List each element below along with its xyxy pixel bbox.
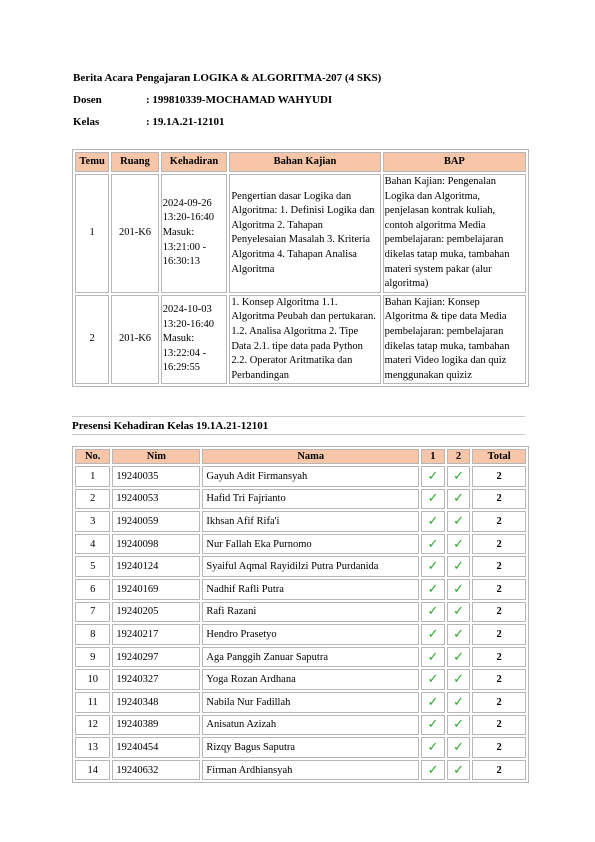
check-icon: ✓: [427, 536, 439, 552]
meeting-2-cell: [447, 692, 471, 713]
kelas-line: [73, 114, 533, 136]
attendance-row: [75, 534, 526, 555]
check-icon: ✓: [427, 739, 439, 755]
total-cell: 2: [472, 647, 526, 668]
meeting-1-cell: [421, 579, 445, 600]
attendance-row: [75, 466, 526, 487]
temu-cell: 1: [75, 174, 109, 293]
attendance-header-row: [75, 449, 526, 464]
total-cell: 2: [472, 602, 526, 623]
total-cell: 2: [472, 579, 526, 600]
kehadiran-line: 16:29:55: [162, 362, 201, 374]
meeting-1-cell: [421, 624, 445, 645]
nim-cell: 19240454: [112, 737, 200, 758]
meeting-2-cell: [447, 556, 471, 577]
meeting-2-cell: [447, 511, 471, 532]
meeting-1-cell: [421, 534, 445, 555]
kehadiran-line: 2024-09-26: [162, 197, 212, 209]
nim-cell: 19240348: [112, 692, 200, 713]
check-icon: ✓: [453, 604, 464, 620]
meeting-2-cell: [447, 579, 471, 600]
check-icon: ✓: [427, 672, 439, 688]
col-header-bap: BAP: [383, 152, 526, 172]
total-cell: 2: [472, 489, 526, 510]
nim-cell: 19240053: [112, 489, 200, 510]
no-cell: 10: [75, 669, 110, 690]
total-cell: 2: [472, 556, 526, 577]
no-cell: 1: [75, 466, 110, 487]
document-title: Berita Acara Pengajaran LOGIKA & ALGORITMA-207 (4 SKS): [73, 72, 382, 84]
bap-row: [75, 174, 526, 293]
nama-cell: Syaiful Aqmal Rayidilzi Putra Purdanida: [202, 556, 419, 577]
nim-cell: 19240327: [112, 669, 200, 690]
attendance-row: [75, 737, 526, 758]
check-icon: ✓: [453, 626, 464, 642]
total-cell: 2: [472, 715, 526, 736]
meeting-1-cell: [421, 602, 445, 623]
no-cell: 2: [75, 489, 110, 510]
check-icon: ✓: [427, 649, 439, 665]
col-header-no: No.: [75, 449, 110, 464]
attendance-row: [75, 692, 526, 713]
col-header-kehadiran: Kehadiran: [161, 152, 228, 172]
kehadiran-cell: [161, 174, 228, 293]
check-icon: ✓: [453, 536, 464, 552]
check-icon: ✓: [453, 559, 464, 575]
attendance-row: [75, 556, 526, 577]
bahan-kajian-cell: Pengertian dasar Logika dan Algoritma: 1. Definisi Logika dan Algoritma 2. Tahapan Penyelesaian Masalah 3. Kriteria Algoritma 4. Tahapan Analisa Algoritma: [229, 174, 380, 293]
bap-cell: Bahan Kajian: Konsep Algoritma & tipe data Media pembelajaran: pembelajaran dikelas tatap muka, tambahan materi Video logika dan quiz menggunakan quiziz: [383, 295, 526, 385]
no-cell: 6: [75, 579, 110, 600]
attendance-row: [75, 760, 526, 781]
no-cell: 4: [75, 534, 110, 555]
col-header-temu: Temu: [75, 152, 109, 172]
col-header-total: Total: [472, 449, 526, 464]
no-cell: 5: [75, 556, 110, 577]
check-icon: ✓: [453, 762, 464, 778]
attendance-row: [75, 715, 526, 736]
check-icon: ✓: [427, 694, 439, 710]
meeting-1-cell: [421, 466, 445, 487]
meeting-2-cell: [447, 466, 471, 487]
col-header-bahan-kajian: Bahan Kajian: [229, 152, 380, 172]
meeting-1-cell: [421, 715, 445, 736]
attendance-row: [75, 579, 526, 600]
attendance-row: [75, 647, 526, 668]
check-icon: ✓: [453, 491, 464, 507]
nama-cell: Rizqy Bagus Saputra: [202, 737, 419, 758]
nama-cell: Aga Panggih Zanuar Saputra: [202, 647, 419, 668]
check-icon: ✓: [427, 491, 439, 507]
attendance-row: [75, 511, 526, 532]
kehadiran-line: 16:30:13: [162, 256, 201, 268]
nim-cell: 19240632: [112, 760, 200, 781]
attendance-table: [73, 447, 528, 782]
document-header: [73, 70, 533, 136]
attendance-section-title: Presensi Kehadiran Kelas 19.1A.21-12101: [72, 416, 525, 435]
nim-cell: 19240217: [112, 624, 200, 645]
no-cell: 14: [75, 760, 110, 781]
check-icon: ✓: [453, 468, 464, 484]
kehadiran-line: Masuk:: [162, 227, 195, 239]
nim-cell: 19240059: [112, 511, 200, 532]
nim-cell: 19240297: [112, 647, 200, 668]
meeting-2-cell: [447, 602, 471, 623]
col-header-nama: Nama: [202, 449, 419, 464]
attendance-table-container: [72, 446, 529, 783]
meeting-1-cell: [421, 760, 445, 781]
meeting-2-cell: [447, 737, 471, 758]
nama-cell: Nadhif Rafli Putra: [202, 579, 419, 600]
kehadiran-line: Masuk:: [162, 333, 195, 345]
total-cell: 2: [472, 760, 526, 781]
kehadiran-cell: [161, 295, 228, 385]
dosen-label: Dosen: [73, 94, 102, 106]
nama-cell: Ikhsan Afif Rifa'i: [202, 511, 419, 532]
total-cell: 2: [472, 737, 526, 758]
bap-cell: Bahan Kajian: Pengenalan Logika dan Algoritma, penjelasan kontrak kuliah, contoh algoritma Media pembelajaran: pembelajaran dikelas tatap muka, tambahan materi system pakar (alur algoritma): [383, 174, 526, 293]
bap-row: [75, 295, 526, 385]
nama-cell: Firman Ardhiansyah: [202, 760, 419, 781]
check-icon: ✓: [427, 513, 439, 529]
check-icon: ✓: [453, 513, 464, 529]
nama-cell: Nur Fallah Eka Purnomo: [202, 534, 419, 555]
kehadiran-line: 13:20-16:40: [162, 212, 215, 224]
total-cell: 2: [472, 669, 526, 690]
meeting-2-cell: [447, 534, 471, 555]
nama-cell: Yoga Rozan Ardhana: [202, 669, 419, 690]
bahan-kajian-cell: 1. Konsep Algoritma 1.1. Algoritma Peubah dan pertukaran. 1.2. Analisa Algoritma 2. Tipe Data 2.1. tipe data pada Python 2.2. Operator Aritmatika dan Perbandingan: [229, 295, 380, 385]
kelas-label: Kelas: [73, 116, 100, 128]
meeting-2-cell: [447, 647, 471, 668]
kehadiran-line: 13:20-16:40: [162, 318, 215, 330]
nama-cell: Hafid Tri Fajrianto: [202, 489, 419, 510]
check-icon: ✓: [427, 717, 439, 733]
bap-header-row: [75, 152, 526, 172]
kelas-value: : 19.1A.21-12101: [146, 116, 225, 128]
total-cell: 2: [472, 692, 526, 713]
meeting-1-cell: [421, 556, 445, 577]
col-header-ruang: Ruang: [111, 152, 158, 172]
meeting-1-cell: [421, 737, 445, 758]
check-icon: ✓: [453, 672, 464, 688]
check-icon: ✓: [427, 626, 439, 642]
meeting-2-cell: [447, 489, 471, 510]
attendance-row: [75, 669, 526, 690]
meeting-2-cell: [447, 715, 471, 736]
check-icon: ✓: [453, 581, 464, 597]
check-icon: ✓: [427, 559, 439, 575]
no-cell: 13: [75, 737, 110, 758]
nim-cell: 19240389: [112, 715, 200, 736]
meeting-1-cell: [421, 647, 445, 668]
meeting-1-cell: [421, 511, 445, 532]
check-icon: ✓: [453, 739, 464, 755]
check-icon: ✓: [427, 581, 439, 597]
check-icon: ✓: [427, 762, 439, 778]
attendance-row: [75, 602, 526, 623]
meeting-1-cell: [421, 692, 445, 713]
check-icon: ✓: [453, 694, 464, 710]
total-cell: 2: [472, 511, 526, 532]
kehadiran-line: 13:21:00 -: [162, 241, 207, 253]
nim-cell: 19240098: [112, 534, 200, 555]
meeting-1-cell: [421, 669, 445, 690]
attendance-row: [75, 624, 526, 645]
nama-cell: Nabila Nur Fadillah: [202, 692, 419, 713]
nama-cell: Anisatun Azizah: [202, 715, 419, 736]
nama-cell: Rafi Razani: [202, 602, 419, 623]
nim-cell: 19240169: [112, 579, 200, 600]
no-cell: 9: [75, 647, 110, 668]
total-cell: 2: [472, 624, 526, 645]
check-icon: ✓: [427, 468, 439, 484]
nim-cell: 19240205: [112, 602, 200, 623]
no-cell: 11: [75, 692, 110, 713]
no-cell: 7: [75, 602, 110, 623]
no-cell: 8: [75, 624, 110, 645]
meeting-2-cell: [447, 669, 471, 690]
col-header-nim: Nim: [112, 449, 200, 464]
ruang-cell: 201-K6: [111, 174, 158, 293]
bap-table-container: [72, 149, 529, 387]
nama-cell: Gayuh Adit Firmansyah: [202, 466, 419, 487]
total-cell: 2: [472, 466, 526, 487]
kehadiran-line: 13:22:04 -: [162, 347, 207, 359]
check-icon: ✓: [427, 604, 439, 620]
nim-cell: 19240124: [112, 556, 200, 577]
dosen-value: : 199810339-MOCHAMAD WAHYUDI: [146, 94, 333, 106]
dosen-line: [73, 92, 533, 114]
kehadiran-line: 2024-10-03: [162, 304, 212, 316]
nim-cell: 19240035: [112, 466, 200, 487]
attendance-row: [75, 489, 526, 510]
check-icon: ✓: [453, 717, 464, 733]
meeting-2-cell: [447, 760, 471, 781]
meeting-1-cell: [421, 489, 445, 510]
no-cell: 3: [75, 511, 110, 532]
check-icon: ✓: [453, 649, 464, 665]
meeting-2-cell: [447, 624, 471, 645]
col-header-meeting-1: 1: [421, 449, 445, 464]
temu-cell: 2: [75, 295, 109, 385]
total-cell: 2: [472, 534, 526, 555]
ruang-cell: 201-K6: [111, 295, 158, 385]
no-cell: 12: [75, 715, 110, 736]
nama-cell: Hendro Prasetyo: [202, 624, 419, 645]
bap-table: [73, 150, 528, 386]
col-header-meeting-2: 2: [447, 449, 471, 464]
